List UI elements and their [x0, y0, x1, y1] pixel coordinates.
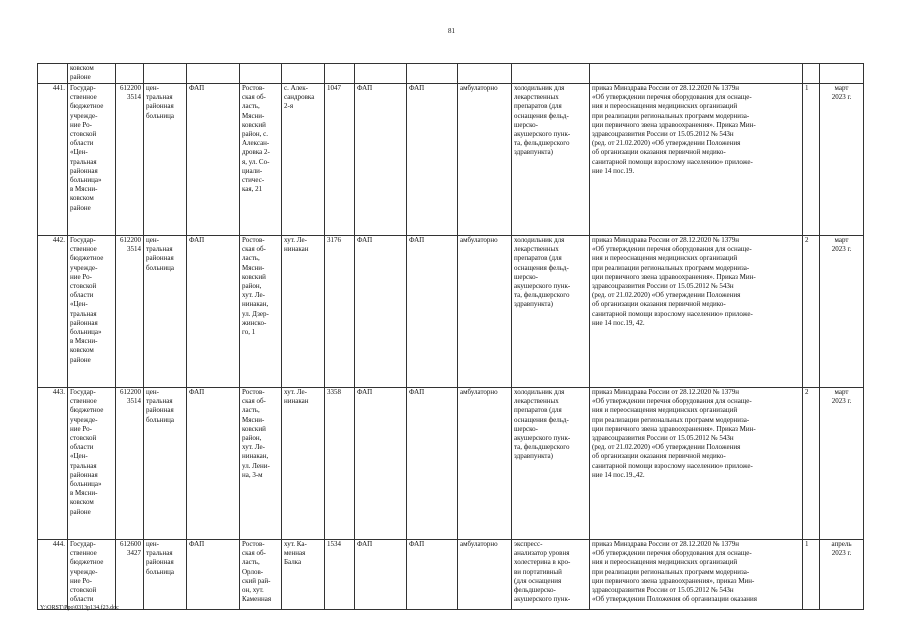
- quantity-cell: 1: [803, 540, 820, 610]
- unit-type-cell: ФАП: [187, 84, 240, 236]
- fap-cell: ФАП: [355, 236, 407, 388]
- table-row: [38, 236, 864, 388]
- date-cell: март 2023 г.: [820, 236, 864, 388]
- equipment-cell: холодильник для лекарственных препаратов (для оснащения фельд- шерско- акушерского пунк- та, фельдшерского здравпункта): [512, 84, 590, 236]
- fap-new-cell: ФАП: [407, 540, 458, 610]
- equipment-cell: холодильник для лекарственных препаратов (для оснащения фельд- шерско- акушерского пунк- та, фельдшерского здравпункта): [512, 388, 590, 540]
- unit-type-cell: ФАП: [187, 236, 240, 388]
- legal-basis-cell: приказ Минздрава России от 28.12.2020 № 1379н «Об утверждении перечня оборудования для оснаще- ния и переоснащения медицинских организаций при реализации региональных программ модерниза- ции первичного звена здравоохранения». Приказ Мин- здравсоцразвития России от 15.05.2012 № 543н (ред. от 21.02.2020) «Об утверждении Положения об организации оказания первичной медико- санитарной помощи взрослому населению» приложе- ние 14 пос.19.,42.: [590, 388, 803, 540]
- date-cell: апрель 2023 г.: [820, 540, 864, 610]
- population-cell: 3176: [325, 236, 355, 388]
- carryover-row: [38, 64, 864, 84]
- equipment-cell: экспресс- анализатор уровня холестерина в кро- ви портативный (для оснащения фельдшерско- акушерского пунк-: [512, 540, 590, 610]
- hospital-type-cell: цен- тральная районная больница: [144, 540, 187, 610]
- date-cell: март 2023 г.: [820, 388, 864, 540]
- care-form-cell: амбулаторно: [458, 236, 512, 388]
- organization-cell: Государ- ственное бюджетное учрежде- ние Ро- стовской области: [68, 540, 116, 610]
- hospital-type-cell: цен- тральная районная больница: [144, 236, 187, 388]
- organization-cell: Государ- ственное бюджетное учрежде- ние Ро- стовской области «Цен- тральная районная больница» в Мясни- ковском районе: [68, 388, 116, 540]
- table-row: [38, 388, 864, 540]
- row-number-cell: 441.: [38, 84, 68, 236]
- row-number-cell: 443.: [38, 388, 68, 540]
- date-cell: март 2023 г.: [820, 84, 864, 236]
- settlement-cell: хут. Ле- нинакан: [282, 236, 325, 388]
- fap-new-cell: ФАП: [407, 236, 458, 388]
- unit-type-cell: ФАП: [187, 540, 240, 610]
- address-cell: Ростов- ская об- ласть, Мясни- ковский район, с. Алексан- дровка 2- я, ул. Со- циали- стичес- кая, 21: [240, 84, 282, 236]
- legal-basis-cell: приказ Минздрава России от 28.12.2020 № 1379н «Об утверждении перечня оборудования для оснаще- ния и переоснащения медицинских организаций при реализации региональных программ модерниза- ции первичного звена здравоохранения», приказ Мин- здравсоцразвития России от 15.05.2012 № 543н «Об утверждении Положения об организации оказания: [590, 540, 803, 610]
- legal-basis-cell: приказ Минздрава России от 28.12.2020 № 1379н «Об утверждении перечня оборудования для оснаще- ния и переоснащения медицинских организаций при реализации региональных программ модерниза- ции первичного звена здравоохранения». Приказ Мин- здравсоцразвития России от 15.05.2012 № 543н (ред. от 21.02.2020) «Об утверждении Положения об организации оказания первичной медико- санитарной помощи взрослому населению» приложе- ние 14 пос.19, 42.: [590, 236, 803, 388]
- care-form-cell: амбулаторно: [458, 84, 512, 236]
- carryover-org-cell: ковском районе: [68, 64, 116, 84]
- settlement-cell: хут. Ка- менная Балка: [282, 540, 325, 610]
- code-cell: 612200 3514: [116, 236, 144, 388]
- hospital-type-cell: цен- тральная районная больница: [144, 84, 187, 236]
- organization-cell: Государ- ственное бюджетное учрежде- ние Ро- стовской области «Цен- тральная районная больница» в Мясни- ковском районе: [68, 236, 116, 388]
- quantity-cell: 2: [803, 388, 820, 540]
- fap-cell: ФАП: [355, 540, 407, 610]
- table-row: [38, 84, 864, 236]
- quantity-cell: 2: [803, 236, 820, 388]
- page-number: 81: [448, 27, 455, 35]
- carryover-num-cell: [38, 64, 68, 84]
- organization-cell: Государ- ственное бюджетное учрежде- ние Ро- стовской области «Цен- тральная районная больница» в Мясни- ковском районе: [68, 84, 116, 236]
- hospital-type-cell: цен- тральная районная больница: [144, 388, 187, 540]
- care-form-cell: амбулаторно: [458, 540, 512, 610]
- unit-type-cell: ФАП: [187, 388, 240, 540]
- settlement-cell: с. Алек- сандровка 2-я: [282, 84, 325, 236]
- equipment-table: [37, 63, 864, 610]
- code-cell: 612200 3514: [116, 388, 144, 540]
- footer-file-path: Y:\ORST\Ppo\0313p134.f23.doc: [40, 605, 119, 611]
- row-number-cell: 442.: [38, 236, 68, 388]
- table-row: [38, 540, 864, 610]
- fap-cell: ФАП: [355, 84, 407, 236]
- code-cell: 612600 3427: [116, 540, 144, 610]
- fap-new-cell: ФАП: [407, 84, 458, 236]
- population-cell: 1534: [325, 540, 355, 610]
- address-cell: Ростов- ская об- ласть, Мясни- ковский район, хут. Ле- нинакан, ул. Лени- на, 3-м: [240, 388, 282, 540]
- address-cell: Ростов- ская об- ласть, Орлов- ский рай- он, хут. Каменная: [240, 540, 282, 610]
- population-cell: 1047: [325, 84, 355, 236]
- legal-basis-cell: приказ Минздрава России от 28.12.2020 № 1379н «Об утверждении перечня оборудования для оснаще- ния и переоснащения медицинских организаций при реализации региональных программ модерниза- ции первичного звена здравоохранения». Приказ Мин- здравсоцразвития России от 15.05.2012 № 543н (ред. от 21.02.2020) «Об утверждении Положения об организации оказания первичной медико- санитарной помощи взрослому населению» приложе- ние 14 пос.19.: [590, 84, 803, 236]
- equipment-cell: холодильник для лекарственных препаратов (для оснащения фельд- шерско- акушерского пунк- та, фельдшерского здравпункта): [512, 236, 590, 388]
- settlement-cell: хут. Ле- нинакан: [282, 388, 325, 540]
- quantity-cell: 1: [803, 84, 820, 236]
- fap-cell: ФАП: [355, 388, 407, 540]
- address-cell: Ростов- ская об- ласть, Мясни- ковский район, хут. Ле- нинакан, ул. Дзер- жинско- го, 1: [240, 236, 282, 388]
- fap-new-cell: ФАП: [407, 388, 458, 540]
- row-number-cell: 444.: [38, 540, 68, 610]
- code-cell: 612200 3514: [116, 84, 144, 236]
- care-form-cell: амбулаторно: [458, 388, 512, 540]
- population-cell: 3358: [325, 388, 355, 540]
